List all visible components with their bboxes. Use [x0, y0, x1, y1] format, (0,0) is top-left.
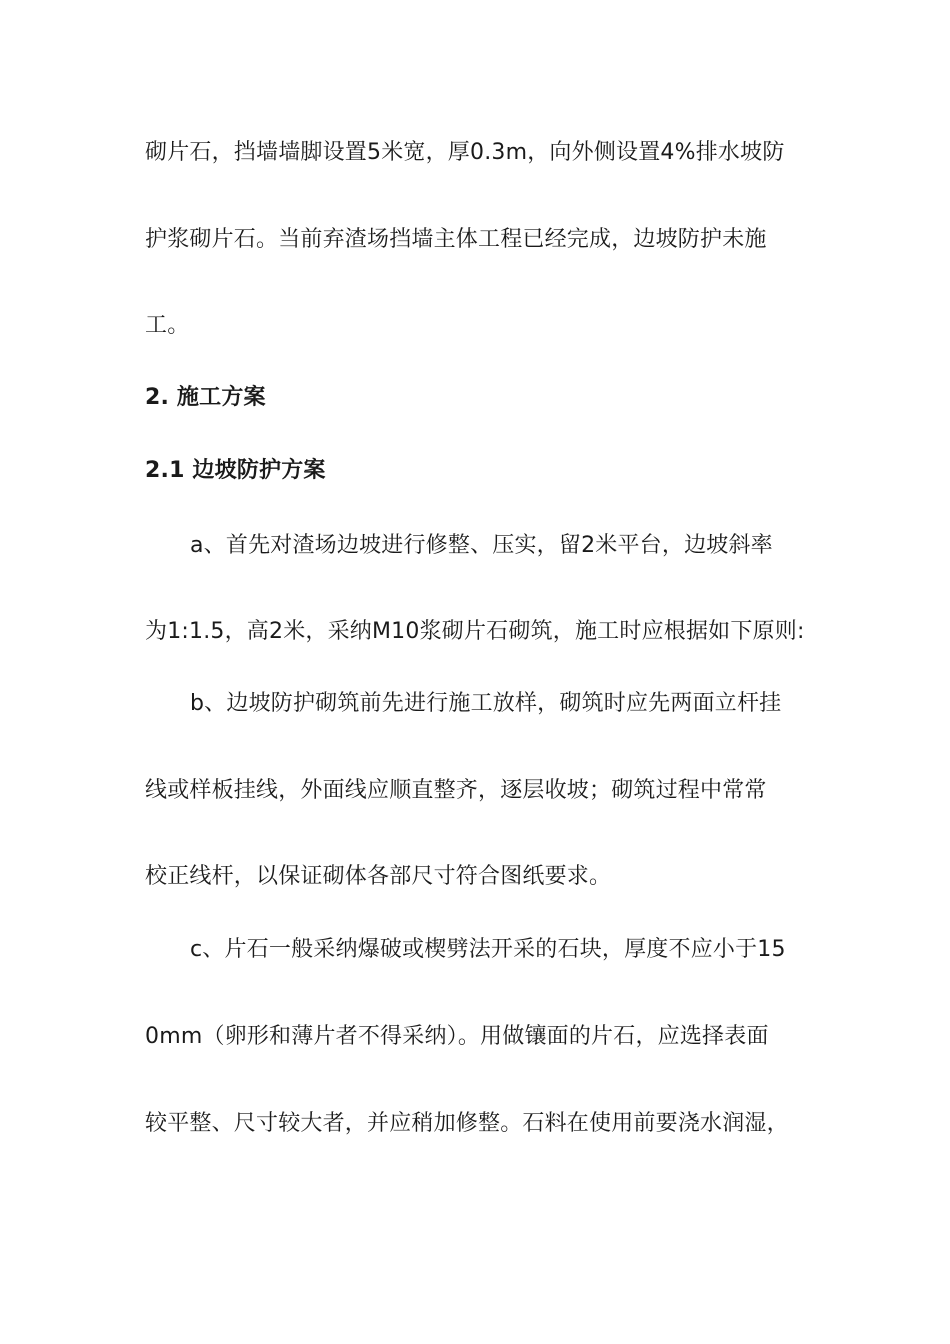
paragraph-a-line: 为1:1.5，高2米，采纳M10浆砌片石砌筑，施工时应根据如下原则: — [145, 619, 805, 644]
paragraph-b-line: 校正线杆，以保证砌体各部尺寸符合图纸要求。 — [145, 864, 612, 889]
paragraph-c-line: 0mm（卵形和薄片者不得采纳）。用做镶面的片石，应选择表面 — [145, 1024, 769, 1049]
paragraph-a-line: a、首先对渣场边坡进行修整、压实，留2米平台，边坡斜率 — [190, 533, 773, 558]
paragraph-b-line: 线或样板挂线，外面线应顺直整齐，逐层收坡；砌筑过程中常常 — [145, 778, 767, 803]
subsection-heading: 2.1 边坡防护方案 — [145, 458, 326, 483]
body-text-line: 护浆砌片石。当前弃渣场挡墙主体工程已经完成，边坡防护未施 — [145, 227, 767, 252]
section-heading: 2. 施工方案 — [145, 385, 266, 410]
paragraph-c-line: 较平整、尺寸较大者，并应稍加修整。石料在使用前要浇水润湿， — [145, 1111, 789, 1136]
paragraph-c-line: c、片石一般采纳爆破或楔劈法开采的石块，厚度不应小于15 — [190, 937, 786, 962]
paragraph-b-line: b、边坡防护砌筑前先进行施工放样，砌筑时应先两面立杆挂 — [190, 691, 782, 716]
body-text-line: 工。 — [145, 313, 190, 338]
body-text-line: 砌片石，挡墙墙脚设置5米宽，厚0.3m，向外侧设置4%排水坡防 — [145, 140, 785, 165]
